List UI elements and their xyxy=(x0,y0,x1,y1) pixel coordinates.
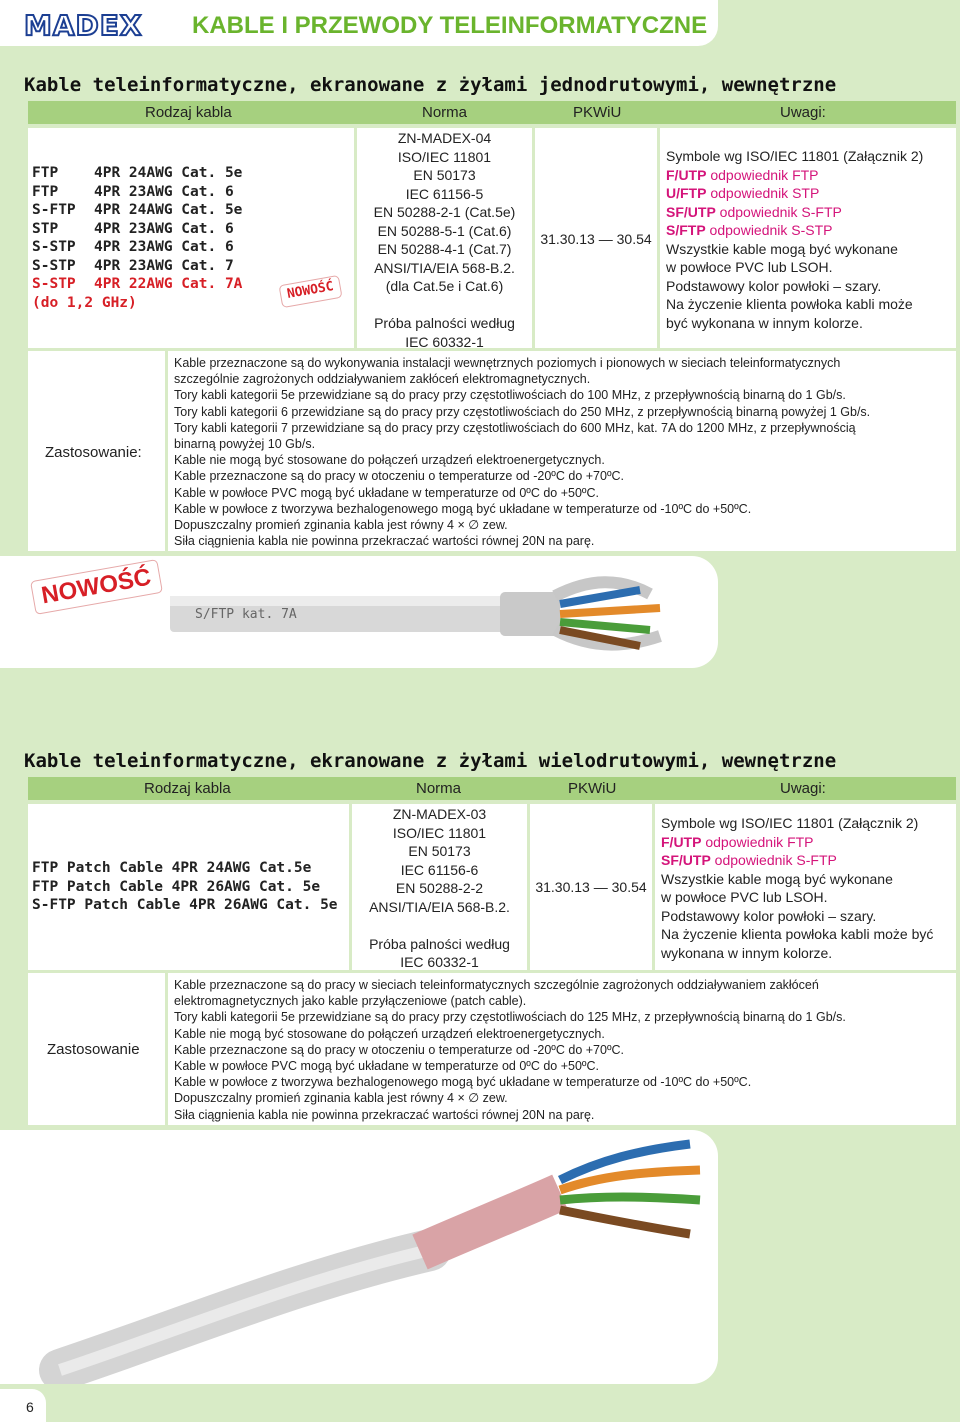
note-line xyxy=(666,277,923,296)
note-line xyxy=(666,184,923,203)
note-text: odpowiednik S-FTP xyxy=(715,203,842,220)
section1-norms xyxy=(357,128,532,348)
usage-line: Kable w powłoce z tworzywa bezhalogenowego mogą być układane w temperaturze od -10ºC do +50ºC. xyxy=(174,1075,752,1090)
note-text: odpowiednik FTP xyxy=(701,833,814,850)
section2-cable-types xyxy=(28,804,349,970)
usage-line: elektromagnetycznych jako kable przyłączeniowe (patch cable). xyxy=(174,994,527,1009)
section2-norms xyxy=(352,804,527,970)
cable-type-desc: 4PR 23AWG Cat. 7 xyxy=(94,257,234,274)
col-pkwiu: PKWiU xyxy=(573,104,622,121)
page-header xyxy=(0,0,718,46)
section2-pkwiu xyxy=(530,804,652,970)
note-text: być wykonana w innym kolorze. xyxy=(666,314,863,331)
section2-notes xyxy=(655,804,956,970)
norm-line: IEC 60332-1 xyxy=(405,333,484,350)
norm-line: ZN-MADEX-04 xyxy=(397,130,492,146)
note-line xyxy=(661,944,933,963)
cable-type-code: S-STP xyxy=(32,239,76,255)
cable-type-note: (do 1,2 GHz) xyxy=(32,294,137,311)
note-line xyxy=(661,870,933,889)
cable-illustration-1 xyxy=(0,556,718,668)
section1-usage-text xyxy=(168,351,956,551)
section2-usage-text xyxy=(168,973,956,1125)
note-text: Symbole wg ISO/IEC 11801 (Załącznik 2) xyxy=(661,815,919,831)
note-text: Wszystkie kable mogą być wykonane xyxy=(666,240,898,257)
note-line xyxy=(666,221,923,240)
note-text: Wszystkie kable mogą być wykonane xyxy=(661,870,893,887)
section1-usage-label-cell xyxy=(28,351,165,551)
cable-type-row xyxy=(32,201,242,220)
col-uwagi: Uwagi: xyxy=(780,780,826,797)
pkwiu-value: 31.30.13 — 30.54 xyxy=(535,879,647,895)
section1-title: Kable teleinformatyczne, ekranowane z żyłami jednodrutowymi, wewnętrzne xyxy=(24,74,837,96)
norm-line: IEC 61156-5 xyxy=(405,185,484,202)
note-text: odpowiednik STP xyxy=(706,185,820,201)
norm-line: IEC 60332-1 xyxy=(400,954,479,970)
col-norma: Norma xyxy=(422,104,468,121)
col-rodzaj: Rodzaj kabla xyxy=(144,780,231,797)
note-line xyxy=(661,925,933,944)
cable-type-row xyxy=(32,238,242,257)
usage-line: szczególnie zagrożonych oddziaływaniem zakłóceń elektromagnetycznych. xyxy=(174,372,591,387)
norm-line xyxy=(357,296,532,315)
norm-line xyxy=(352,916,527,935)
pkwiu-value: 31.30.13 — 30.54 xyxy=(540,231,652,247)
norm-line: EN 50173 xyxy=(413,167,476,183)
section2-table-header xyxy=(28,777,956,800)
usage-line: Dopuszczalny promień zginania kabla jest równy 4 × ∅ zew. xyxy=(174,1091,508,1106)
note-line xyxy=(666,203,923,222)
norm-line: ISO/IEC 11801 xyxy=(397,148,492,165)
symbol-code: F/UTP xyxy=(666,166,707,183)
usage-line: Kable przeznaczone są do wykonywania instalacji wewnętrznych poziomych i pionowych w sieciach teleinformatycznych xyxy=(174,356,841,370)
note-line xyxy=(661,833,933,852)
symbol-code: U/FTP xyxy=(666,185,707,201)
norm-line: ZN-MADEX-03 xyxy=(392,806,487,822)
norm-line: Próba palności według xyxy=(374,315,515,331)
cable-type-code: STP xyxy=(32,220,59,237)
norm-line: EN 50288-4-1 (Cat.7) xyxy=(377,241,512,257)
symbol-code: S/FTP xyxy=(666,222,706,238)
note-text: Symbole wg ISO/IEC 11801 (Załącznik 2) xyxy=(666,148,924,164)
note-text: Podstawowy kolor powłoki – szary. xyxy=(666,277,882,294)
symbol-code: F/UTP xyxy=(661,833,702,850)
cable-type-code: FTP xyxy=(32,183,59,200)
usage-line: Kable przeznaczone są do pracy w sieciach teleinformatycznych szczególnie zagrożonych oddziaływaniem zakłóceń xyxy=(174,978,819,992)
page-number-box xyxy=(0,1389,46,1422)
norm-line: EN 50173 xyxy=(408,843,471,859)
norm-line: ANSI/TIA/EIA 568-B.2. xyxy=(374,259,515,276)
note-line xyxy=(661,814,933,833)
usage-line: Kable przeznaczone są do pracy w otoczeniu o temperaturze od -20ºC do +70ºC. xyxy=(174,1042,625,1057)
note-text: odpowiednik S-FTP xyxy=(710,852,837,868)
note-text: w powłoce PVC lub LSOH. xyxy=(661,889,828,905)
cable-type-code: S-STP xyxy=(32,276,76,292)
note-line xyxy=(666,240,923,259)
usage-line: Kable w powłoce z tworzywa bezhalogenowego mogą być układane w temperaturze od -10ºC do +50ºC. xyxy=(174,501,752,516)
norm-line: EN 50288-2-2 xyxy=(395,880,484,896)
norm-line: EN 50288-2-1 (Cat.5e) xyxy=(373,204,516,220)
symbol-code: SF/UTP xyxy=(666,203,716,220)
section1-cable-types xyxy=(28,128,354,348)
cable-type-row xyxy=(32,164,242,183)
cable-illustration-2 xyxy=(0,1130,718,1384)
note-line xyxy=(661,907,933,926)
section1-table-header xyxy=(28,101,956,124)
cable-type-desc: 4PR 22AWG Cat. 7A xyxy=(94,276,243,292)
note-text: Na życzenie klienta powłoka kabli może być xyxy=(661,926,934,942)
note-line xyxy=(666,314,923,333)
cable-type-row: FTP Patch Cable 4PR 26AWG Cat. 5e xyxy=(32,878,321,895)
note-line xyxy=(666,166,923,185)
note-text: Podstawowy kolor powłoki – szary. xyxy=(661,907,877,924)
usage-line: binarną powyżej 10 Gb/s. xyxy=(174,437,316,452)
col-pkwiu: PKWiU xyxy=(568,780,617,797)
col-rodzaj: Rodzaj kabla xyxy=(145,104,232,121)
cable-type-row: FTP Patch Cable 4PR 24AWG Cat.5e xyxy=(32,860,312,876)
note-text: odpowiednik S-STP xyxy=(705,222,833,238)
new-badge: NOWOŚĆ xyxy=(279,275,343,308)
usage-line: Tory kabli kategorii 7 przewidziane są do pracy przy częstotliwościach do 600 MHz, kat. 7A do 1200 MHz, z przepływnością xyxy=(174,420,856,435)
usage-line: Tory kabli kategorii 5e przewidziane są do pracy przy częstotliwościach do 125 MHz, z przepływnością binarną do 1 Gb/s. xyxy=(174,1010,846,1025)
cable-type-code: S-STP xyxy=(32,257,76,274)
col-uwagi: Uwagi: xyxy=(780,104,826,121)
note-text: w powłoce PVC lub LSOH. xyxy=(666,259,833,275)
cable-type-desc: 4PR 23AWG Cat. 6 xyxy=(94,239,234,255)
norm-line: Próba palności według xyxy=(369,935,510,952)
symbol-code: SF/UTP xyxy=(661,852,711,868)
usage-line: Kable nie mogą być stosowane do połączeń urządzeń elektroenergetycznych. xyxy=(174,453,605,468)
cable-type-row xyxy=(32,257,242,276)
madex-logo: MADEX xyxy=(24,9,143,42)
cable-photo-2 xyxy=(0,1130,718,1384)
norm-line: IEC 61156-6 xyxy=(400,861,479,878)
cable-type-desc: 4PR 23AWG Cat. 6 xyxy=(94,220,234,237)
photo-new-badge: NOWOŚĆ xyxy=(30,559,163,615)
norm-line: (dla Cat.5e i Cat.6) xyxy=(385,278,504,294)
note-line xyxy=(666,295,923,314)
page-number: 6 xyxy=(26,1399,34,1415)
note-line xyxy=(666,258,923,277)
note-text: Na życzenie klienta powłoka kabli może xyxy=(666,296,913,312)
cable-type-desc: 4PR 24AWG Cat. 5e xyxy=(94,165,243,181)
cable-type-desc: 4PR 24AWG Cat. 5e xyxy=(94,202,243,218)
note-line xyxy=(661,851,933,870)
usage-line: Kable w powłoce PVC mogą być układane w temperaturze od 0ºC do +50ºC. xyxy=(174,1059,599,1074)
usage-line: Dopuszczalny promień zginania kabla jest równy 4 × ∅ zew. xyxy=(174,518,508,533)
cable-type-desc: 4PR 23AWG Cat. 6 xyxy=(94,183,234,200)
note-line xyxy=(666,147,923,166)
cable-type-row xyxy=(32,220,242,239)
usage-line: Tory kabli kategorii 5e przewidziane są do pracy przy częstotliwościach do 100 MHz, z przepływnością binarną do 1 Gb/s. xyxy=(174,388,846,403)
usage-line: Kable w powłoce PVC mogą być układane w temperaturze od 0ºC do +50ºC. xyxy=(174,485,599,500)
cable-type-row xyxy=(32,183,242,202)
norm-line: ANSI/TIA/EIA 568-B.2. xyxy=(369,898,510,915)
usage-label: Zastosowanie: xyxy=(45,444,142,461)
cable-type-code: FTP xyxy=(32,165,59,181)
col-norma: Norma xyxy=(416,780,462,797)
section1-pkwiu xyxy=(535,128,657,348)
note-text: odpowiednik FTP xyxy=(706,166,819,183)
cable-type-row: S-FTP Patch Cable 4PR 26AWG Cat. 5e xyxy=(32,897,338,913)
note-line xyxy=(661,888,933,907)
usage-line: Kable przeznaczone są do pracy w otoczeniu o temperaturze od -20ºC do +70ºC. xyxy=(174,469,625,484)
usage-line: Tory kabli kategorii 6 przewidziane są do pracy przy częstotliwościach do 250 MHz, z przepływnością binarną powyżej 1 Gb/s. xyxy=(174,404,871,419)
usage-line: Siła ciągnienia kabla nie powinna przekraczać wartości równej 20N na parę. xyxy=(174,1107,595,1122)
section1-notes xyxy=(660,128,956,348)
norm-line: EN 50288-5-1 (Cat.6) xyxy=(377,222,512,239)
norm-line: ISO/IEC 11801 xyxy=(392,824,487,841)
usage-label: Zastosowanie xyxy=(47,1041,140,1058)
section2-usage-label-cell xyxy=(28,973,165,1125)
cable-type-row xyxy=(32,275,242,294)
page-title: KABLE I PRZEWODY TELEINFORMATYCZNE xyxy=(192,12,708,39)
cable-label: S/FTP kat. 7A xyxy=(195,607,297,622)
usage-line: Kable nie mogą być stosowane do połączeń urządzeń elektroenergetycznych. xyxy=(174,1026,605,1041)
cable-type-code: S-FTP xyxy=(32,202,76,218)
usage-line: Siła ciągnienia kabla nie powinna przekraczać wartości równej 20N na parę. xyxy=(174,534,595,549)
section2-title: Kable teleinformatyczne, ekranowane z żyłami wielodrutowymi, wewnętrzne xyxy=(24,750,837,772)
note-text: wykonana w innym kolorze. xyxy=(661,944,833,961)
cable-photo-1 xyxy=(0,556,718,668)
